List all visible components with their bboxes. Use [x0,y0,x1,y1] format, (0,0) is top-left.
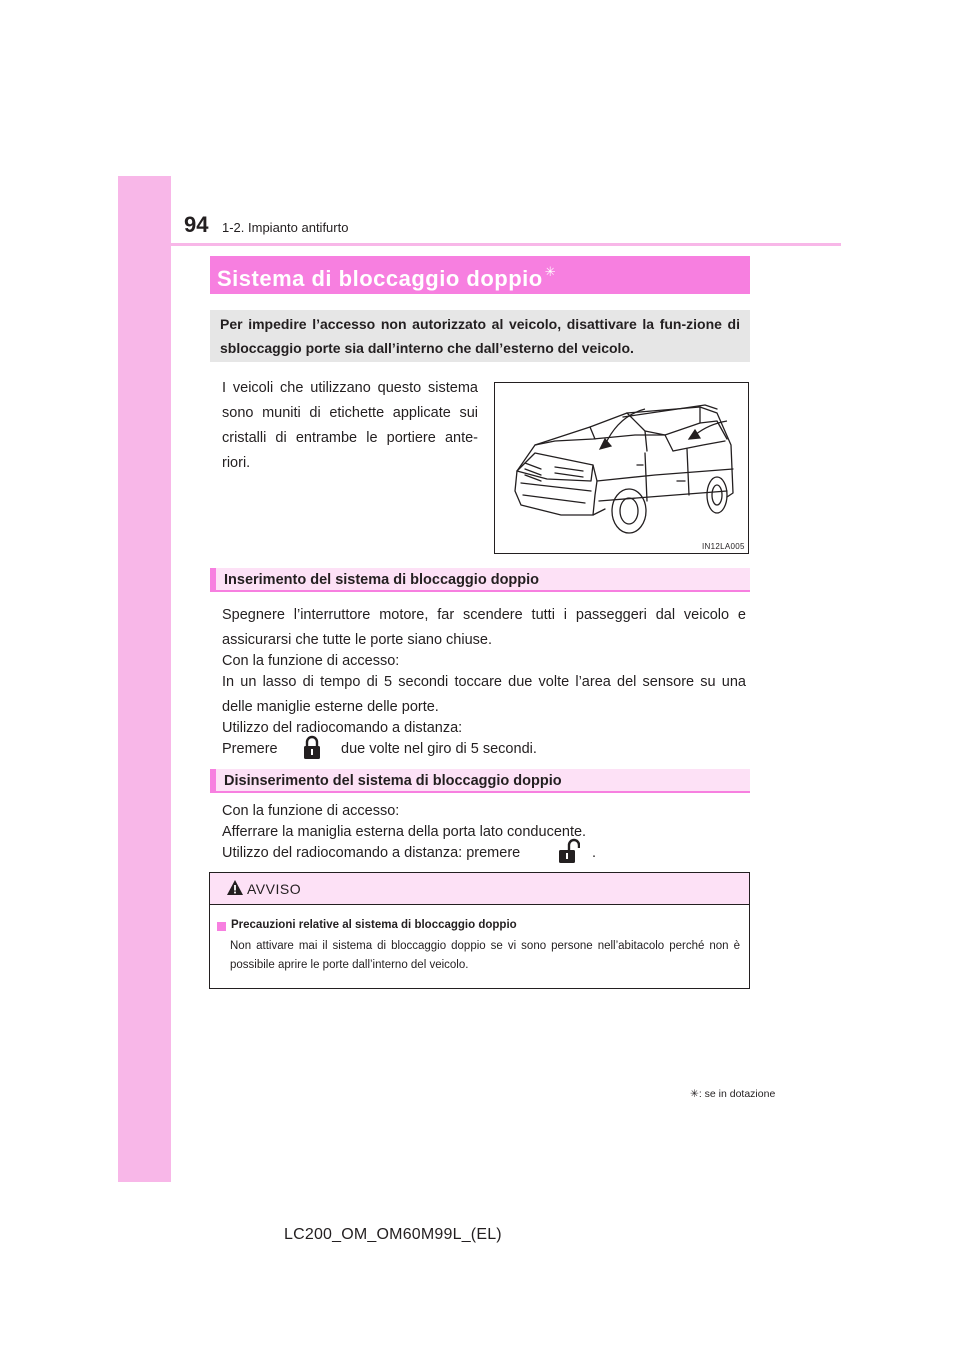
setting-access-text: In un lasso di tempo di 5 secondi toccare due volte l’area del sensore su una delle maniglie esterne delle porte. [222,674,746,715]
footnote-marker: ✳ [690,1088,699,1100]
vehicle-figure [494,382,749,554]
subheading-setting: Inserimento del sistema di bloccaggio doppio [224,572,540,588]
footnote [690,1088,775,1100]
optional-marker: ✳ [544,264,557,279]
page-number: 94 [184,212,209,237]
setting-paragraph: Spegnere l’interruttore motore, far scendere tutti i passeggeri dal veicolo e assicurarsi che tutte le porte siano chiuse. [222,607,746,648]
page-title [217,264,556,292]
header-rule [171,243,841,246]
subheading-canceling: Disinserimento del sistema di bloccaggio doppio [224,773,562,789]
title-text: Sistema di bloccaggio doppio [217,266,543,291]
warning-icon [226,879,244,896]
setting-access-label: Con la funzione di accesso: [222,653,400,669]
warning-subtitle: Precauzioni relative al sistema di bloccaggio doppio [231,919,517,931]
canceling-access-text: Afferrare la maniglia esterna della porta lato conducente. [222,824,587,840]
setting-remote-pre: Premere [222,741,278,757]
intro-text: Per impedire l’accesso non autorizzato al veicolo, disattivare la fun-zione di sbloccaggio porte sia dall’interno che dall’esterno del veicolo. [220,316,740,356]
description-text: I veicoli che utilizzano questo sistema sono muniti di etichette applicate sui cristalli di entrambe le portiere ante-riori. [222,380,478,471]
lock-icon [302,734,322,760]
canceling-remote-end: . [592,845,597,861]
section-label: 1-2. Impianto antifurto [222,220,349,235]
warning-body: Non attivare mai il sistema di bloccaggio doppio se vi sono persone nell’abitacolo perché non è possibile aprire le porte dall’interno del veicolo. [230,940,740,971]
suv-illustration [495,383,748,553]
figure-code: IN12LA005 [702,542,745,551]
sidebar-tab [118,176,171,1182]
setting-remote-post: due volte nel giro di 5 secondi. [341,741,537,757]
footnote-text: : se in dotazione [698,1088,776,1100]
canceling-access-label: Con la funzione di accesso: [222,803,400,819]
warning-bullet-icon [217,922,226,931]
setting-remote-label: Utilizzo del radiocomando a distanza: [222,720,463,736]
warning-title: AVVISO [247,881,302,897]
document-code: LC200_OM_OM60M99L_(EL) [284,1226,502,1243]
unlock-icon [558,838,580,864]
canceling-remote-text: Utilizzo del radiocomando a distanza: premere [222,845,521,861]
